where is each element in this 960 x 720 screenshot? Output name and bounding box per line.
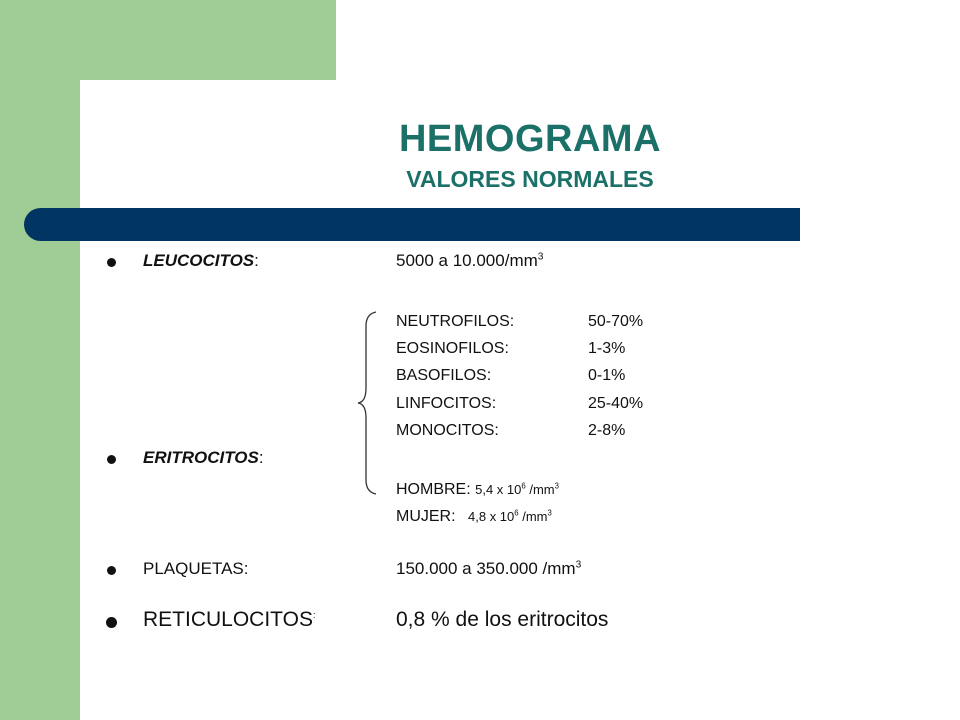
hombre-row [396, 481, 559, 499]
bullet-icon [106, 617, 117, 628]
hombre-label: HOMBRE: [396, 481, 471, 498]
title-divider-bar [24, 208, 800, 241]
mujer-row [396, 508, 552, 526]
plaquetas-label: PLAQUETAS: [143, 559, 249, 578]
differential-name: BASOFILOS: [396, 367, 492, 384]
bullet-icon [107, 258, 116, 267]
hombre-value: 5,4 x $10^6$ $/mm^3$ [475, 481, 559, 497]
differential-value: 1-3% [588, 340, 626, 357]
leucocitos-label: LEUCOCITOS: [143, 251, 259, 270]
differential-value: 2-8% [588, 422, 626, 439]
differential-value: 25-40% [588, 395, 644, 412]
leucocitos-value: 5000 a $10.000/mm^3$ [396, 251, 544, 270]
slide-subtitle: VALORES NORMALES [406, 166, 654, 192]
mujer-label: MUJER: [396, 508, 456, 525]
differential-value: 50-70% [588, 313, 644, 330]
differential-name: NEUTROFILOS: [396, 313, 515, 330]
reticulocitos-label: RETICULOCITOS: [143, 608, 316, 631]
bullet-icon [107, 566, 116, 575]
bullet-icon [107, 455, 116, 464]
reticulocitos-value: 0,8 % de los eritrocitos [396, 608, 609, 631]
slide-title: HEMOGRAMA [398, 118, 662, 160]
differential-name: EOSINOFILOS: [396, 340, 509, 357]
plaquetas-value: 150.000 a 350.000 $/mm^3$ [396, 559, 582, 578]
differential-name: MONOCITOS: [396, 422, 499, 439]
green-top-band [0, 0, 336, 80]
mujer-value: 4,8 x $10^6$ $/mm^3$ [468, 508, 552, 524]
content-panel-corner [80, 80, 140, 140]
curly-brace-icon [356, 310, 380, 496]
eritrocitos-label: ERITROCITOS: [143, 448, 264, 467]
differential-value: 0-1% [588, 367, 626, 384]
differential-name: LINFOCITOS: [396, 395, 497, 412]
green-side-band [0, 0, 80, 720]
